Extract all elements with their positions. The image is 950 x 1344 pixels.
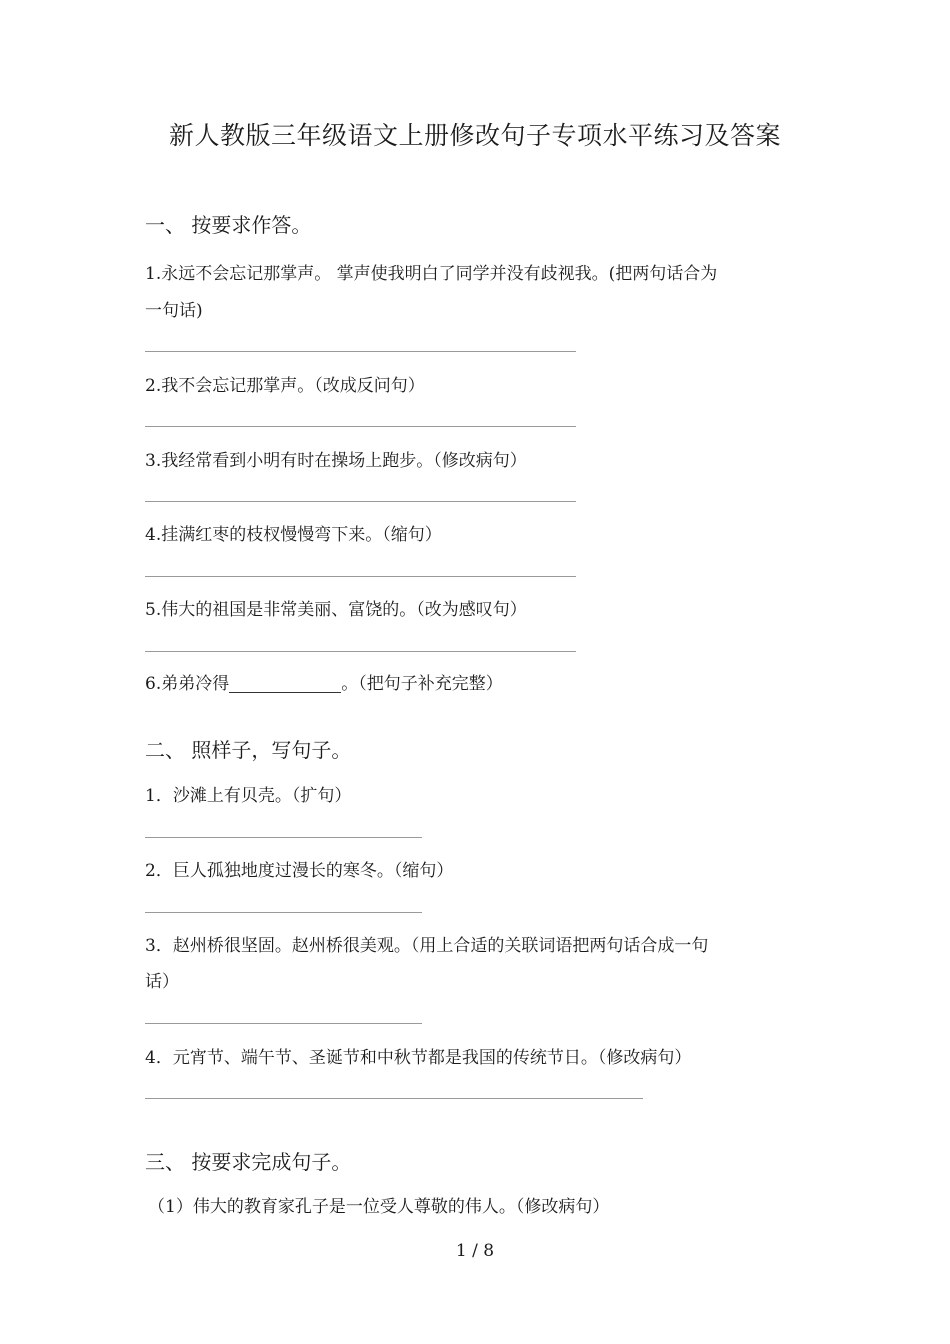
s2-answer-line-1[interactable] xyxy=(145,837,422,838)
s1-question-5: 5.伟大的祖国是非常美丽、富饶的。（改为感叹句） xyxy=(145,600,527,620)
s2-question-3-line-2: 话） xyxy=(145,972,179,992)
s1-answer-line-1[interactable] xyxy=(145,351,576,352)
section-3-heading: 三、 按要求完成句子。 xyxy=(145,1150,352,1174)
s1-question-6-suffix: 。（把句子补充完整） xyxy=(341,674,503,694)
page-number: 1 / 8 xyxy=(455,1241,495,1261)
s2-answer-line-2[interactable] xyxy=(145,912,422,913)
s1-answer-line-5[interactable] xyxy=(145,651,576,652)
section-1-heading: 一、 按要求作答。 xyxy=(145,213,312,237)
s1-question-1-line-1: 1.永远不会忘记那掌声。 掌声使我明白了同学并没有歧视我。(把两句话合为 xyxy=(145,264,718,284)
s1-question-4: 4.挂满红枣的枝杈慢慢弯下来。（缩句） xyxy=(145,525,442,545)
s2-question-3-line-1: 3．赵州桥很坚固。赵州桥很美观。（用上合适的关联词语把两句话合成一句 xyxy=(145,936,709,956)
s1-question-6-prefix: 6.弟弟冷得 xyxy=(145,674,230,694)
s2-answer-line-4[interactable] xyxy=(145,1098,643,1099)
s2-question-2: 2．巨人孤独地度过漫长的寒冬。（缩句） xyxy=(145,861,454,881)
s1-answer-line-3[interactable] xyxy=(145,501,576,502)
s2-answer-line-3[interactable] xyxy=(145,1023,422,1024)
page-title: 新人教版三年级语文上册修改句子专项水平练习及答案 xyxy=(168,121,781,150)
s1-question-6 xyxy=(145,669,503,694)
s1-question-1-line-2: 一句话) xyxy=(145,301,203,321)
section-2-heading: 二、 照样子，写句子。 xyxy=(145,738,352,762)
s1-question-3: 3.我经常看到小明有时在操场上跑步。（修改病句） xyxy=(145,451,527,471)
s3-question-1: （1）伟大的教育家孔子是一位受人尊敬的伟人。（修改病句） xyxy=(148,1197,610,1217)
s2-question-4: 4．元宵节、端午节、圣诞节和中秋节都是我国的传统节日。（修改病句） xyxy=(145,1048,692,1068)
s1-question-2: 2.我不会忘记那掌声。（改成反问句） xyxy=(145,376,425,396)
s1-answer-line-2[interactable] xyxy=(145,426,576,427)
s2-question-1: 1．沙滩上有贝壳。（扩句） xyxy=(145,786,352,806)
s1-question-6-blank[interactable] xyxy=(229,674,341,693)
s1-answer-line-4[interactable] xyxy=(145,576,576,577)
